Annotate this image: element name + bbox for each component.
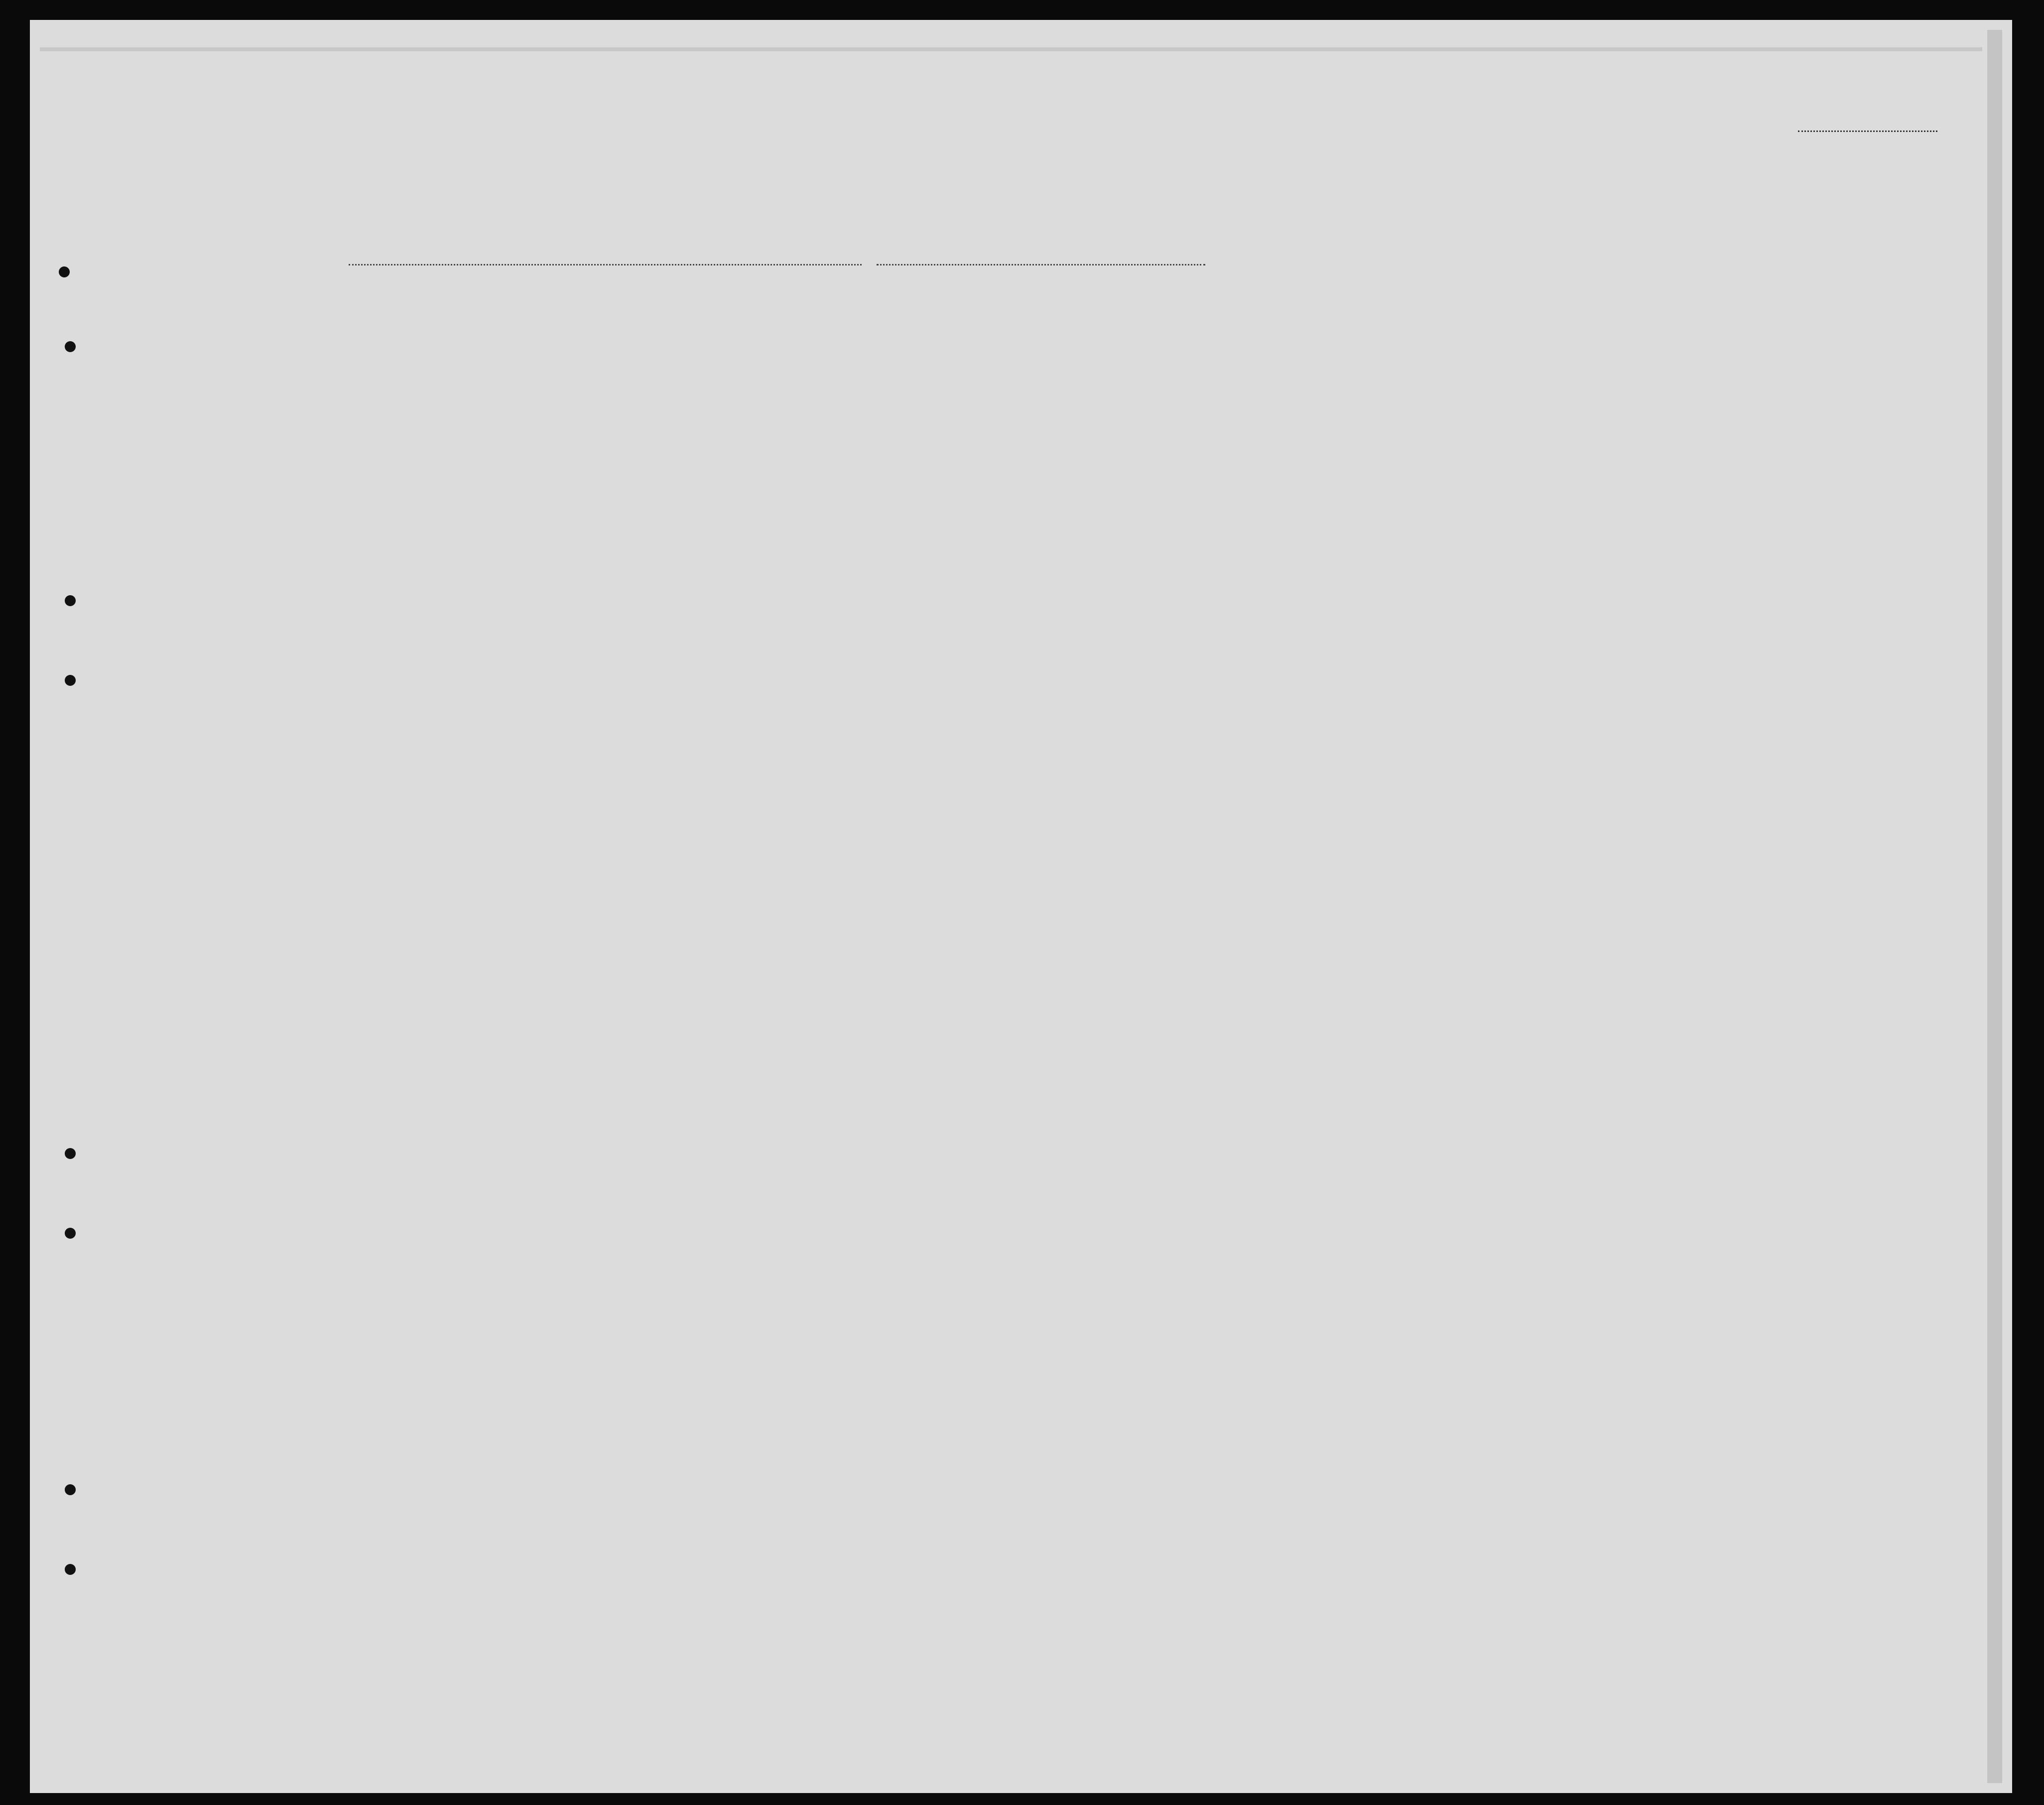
- header-anarchist: [1369, 329, 1387, 453]
- punch-hole: [59, 266, 70, 277]
- header-purpose-c: [1256, 354, 1289, 453]
- header-purpose-b: [1224, 354, 1254, 453]
- punch-hole: [65, 1484, 76, 1495]
- header-polygamist: [1345, 329, 1363, 453]
- header-money: [710, 329, 730, 448]
- punch-hole: [65, 1228, 76, 1239]
- header-q31: [1509, 329, 1529, 453]
- header-q30: [1485, 329, 1505, 453]
- header-q29: [1449, 329, 1484, 453]
- punch-hole: [65, 675, 76, 686]
- header-purpose-a: [1179, 354, 1220, 453]
- punch-hole: [65, 1148, 76, 1159]
- header-q28: [1391, 329, 1445, 453]
- header-feet: [1658, 408, 1672, 453]
- header-inches: [1682, 408, 1697, 453]
- punch-hole: [65, 341, 76, 352]
- header-ticket: [583, 329, 613, 448]
- header-prison: [1295, 329, 1335, 453]
- punch-hole: [65, 1564, 76, 1575]
- punch-hole: [65, 595, 76, 606]
